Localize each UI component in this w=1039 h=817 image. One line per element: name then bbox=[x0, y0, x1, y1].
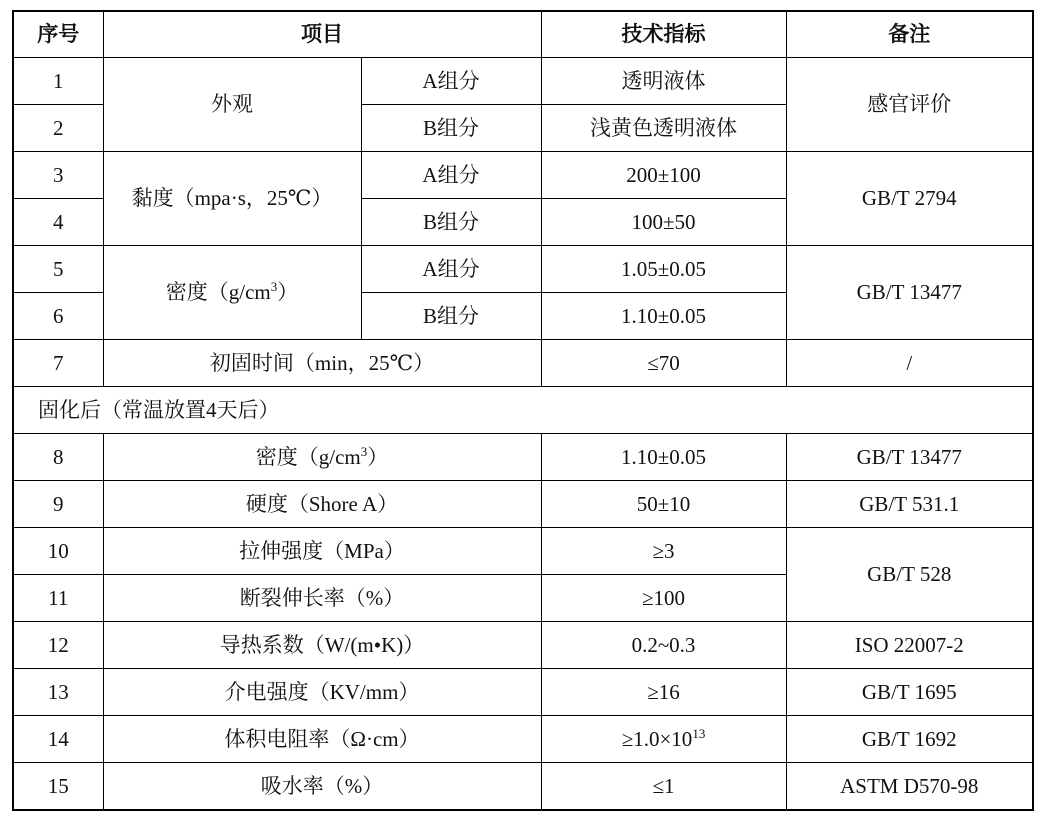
row-spec: 1.05±0.05 bbox=[541, 246, 786, 293]
header-note: 备注 bbox=[786, 11, 1033, 58]
row-note: GB/T 531.1 bbox=[786, 481, 1033, 528]
row-note: ASTM D570-98 bbox=[786, 763, 1033, 811]
table-row bbox=[13, 716, 1033, 763]
row-spec: ≥16 bbox=[541, 669, 786, 716]
row-note: ISO 22007-2 bbox=[786, 622, 1033, 669]
row-spec: 1.10±0.05 bbox=[541, 293, 786, 340]
table-row bbox=[13, 246, 1033, 293]
row-spec: ≥100 bbox=[541, 575, 786, 622]
row-spec: ≤70 bbox=[541, 340, 786, 387]
row-item: 黏度（mpa·s，25℃） bbox=[103, 152, 361, 246]
spec-text: ≥1.0×10 bbox=[621, 726, 693, 751]
row-no: 9 bbox=[13, 481, 103, 528]
item-text-end: ） bbox=[367, 444, 389, 469]
table-row bbox=[13, 622, 1033, 669]
row-no: 1 bbox=[13, 58, 103, 105]
row-note: GB/T 2794 bbox=[786, 152, 1033, 246]
row-sub: A组分 bbox=[361, 58, 541, 105]
item-text: 密度（g/cm bbox=[255, 444, 361, 469]
table-row bbox=[13, 58, 1033, 105]
row-spec bbox=[541, 716, 786, 763]
section-row bbox=[13, 387, 1033, 434]
table-row bbox=[13, 152, 1033, 199]
spec-table bbox=[12, 10, 1034, 811]
header-row bbox=[13, 11, 1033, 58]
table-row bbox=[13, 340, 1033, 387]
item-text: 密度（g/cm bbox=[165, 280, 271, 305]
row-note: GB/T 1695 bbox=[786, 669, 1033, 716]
spec-superscript: 13 bbox=[692, 725, 706, 741]
row-no: 11 bbox=[13, 575, 103, 622]
item-superscript: 3 bbox=[360, 443, 368, 459]
row-note: 感官评价 bbox=[786, 58, 1033, 152]
row-spec: 0.2~0.3 bbox=[541, 622, 786, 669]
header-spec: 技术指标 bbox=[541, 11, 786, 58]
table-row bbox=[13, 528, 1033, 575]
table-row bbox=[13, 434, 1033, 481]
row-no: 5 bbox=[13, 246, 103, 293]
row-item: 拉伸强度（MPa） bbox=[103, 528, 541, 575]
row-sub: B组分 bbox=[361, 105, 541, 152]
row-spec: ≤1 bbox=[541, 763, 786, 811]
item-text-end: ） bbox=[277, 280, 299, 305]
row-item: 介电强度（KV/mm） bbox=[103, 669, 541, 716]
row-note: GB/T 13477 bbox=[786, 246, 1033, 340]
row-item: 导热系数（W/(m•K)） bbox=[103, 622, 541, 669]
table-row bbox=[13, 669, 1033, 716]
row-note: GB/T 13477 bbox=[786, 434, 1033, 481]
row-spec: 1.10±0.05 bbox=[541, 434, 786, 481]
row-item: 初固时间（min，25℃） bbox=[103, 340, 541, 387]
row-sub: A组分 bbox=[361, 246, 541, 293]
row-sub: B组分 bbox=[361, 293, 541, 340]
row-item bbox=[103, 246, 361, 340]
row-spec: ≥3 bbox=[541, 528, 786, 575]
row-no: 7 bbox=[13, 340, 103, 387]
row-item: 吸水率（%） bbox=[103, 763, 541, 811]
table-row bbox=[13, 763, 1033, 811]
row-no: 2 bbox=[13, 105, 103, 152]
row-no: 14 bbox=[13, 716, 103, 763]
row-spec: 100±50 bbox=[541, 199, 786, 246]
row-spec: 50±10 bbox=[541, 481, 786, 528]
row-spec: 200±100 bbox=[541, 152, 786, 199]
table-row bbox=[13, 481, 1033, 528]
row-sub: A组分 bbox=[361, 152, 541, 199]
row-item bbox=[103, 434, 541, 481]
row-note: GB/T 528 bbox=[786, 528, 1033, 622]
header-item: 项目 bbox=[103, 11, 541, 58]
row-item: 断裂伸长率（%） bbox=[103, 575, 541, 622]
row-no: 13 bbox=[13, 669, 103, 716]
row-item: 外观 bbox=[103, 58, 361, 152]
row-no: 10 bbox=[13, 528, 103, 575]
item-superscript: 3 bbox=[270, 279, 278, 295]
row-note: / bbox=[786, 340, 1033, 387]
row-no: 8 bbox=[13, 434, 103, 481]
row-item: 硬度（Shore A） bbox=[103, 481, 541, 528]
row-note: GB/T 1692 bbox=[786, 716, 1033, 763]
row-no: 6 bbox=[13, 293, 103, 340]
row-sub: B组分 bbox=[361, 199, 541, 246]
row-spec: 透明液体 bbox=[541, 58, 786, 105]
header-no: 序号 bbox=[13, 11, 103, 58]
section-label: 固化后（常温放置4天后） bbox=[13, 387, 1033, 434]
row-no: 12 bbox=[13, 622, 103, 669]
row-no: 4 bbox=[13, 199, 103, 246]
row-item: 体积电阻率（Ω·cm） bbox=[103, 716, 541, 763]
row-spec: 浅黄色透明液体 bbox=[541, 105, 786, 152]
row-no: 15 bbox=[13, 763, 103, 811]
row-no: 3 bbox=[13, 152, 103, 199]
